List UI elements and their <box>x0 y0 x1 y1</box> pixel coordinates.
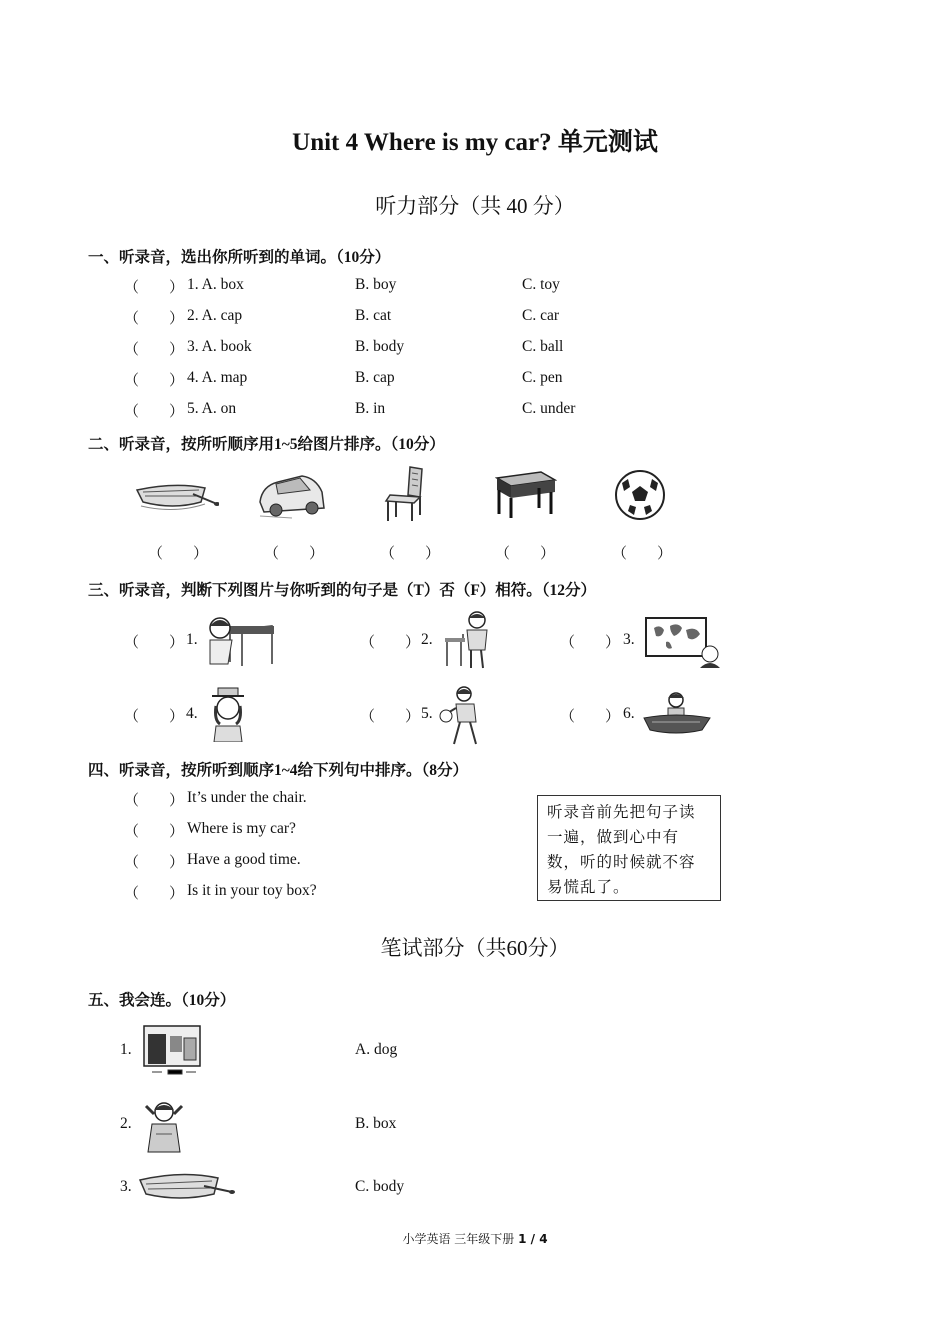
body-picture <box>140 1100 188 1154</box>
chair-picture <box>384 465 428 523</box>
answer-paren: （ ） <box>124 342 185 358</box>
answer-paren: （ ） <box>124 404 185 420</box>
answer-paren: （ ） <box>560 635 621 651</box>
q4-heading: 四、听录音，按所听到顺序1~4给下列句中排序。（8分） <box>88 762 469 779</box>
footer-subject: 小学英语 三年级下册 <box>402 1232 515 1246</box>
q1-heading: 一、听录音，选出你所听到的单词。（10分） <box>88 249 391 266</box>
q1-option-a: 5. A. on <box>187 400 237 417</box>
q1-option-b: B. boy <box>355 276 397 293</box>
q3-item-number: 1. <box>186 631 198 648</box>
answer-paren: （ ） <box>148 546 209 562</box>
q1-option-a: 3. A. book <box>187 338 252 355</box>
q1-option-b: B. cat <box>355 307 392 324</box>
answer-paren: （ ） <box>124 793 185 809</box>
answer-paren: （ ） <box>612 546 673 562</box>
q4-sentence: Where is my car? <box>187 820 296 837</box>
q3-item-number: 3. <box>623 631 635 648</box>
q1-option-a: 4. A. map <box>187 369 248 386</box>
boy-with-ball-picture <box>438 684 486 746</box>
q5-word: B. box <box>355 1115 397 1132</box>
q3-item-number: 6. <box>623 705 635 722</box>
box-picture <box>142 1024 202 1076</box>
girl-with-hat-picture <box>208 686 248 742</box>
car-picture <box>256 468 328 520</box>
q5-item-number: 1. <box>120 1041 132 1058</box>
answer-paren: （ ） <box>124 635 185 651</box>
answer-paren: （ ） <box>560 709 621 725</box>
boy-in-boat-picture <box>642 690 712 738</box>
q1-option-b: B. in <box>355 400 386 417</box>
page-title: Unit 4 Where is my car? 单元测试 <box>292 129 658 156</box>
q3-item-number: 4. <box>186 705 198 722</box>
q1-option-b: B. body <box>355 338 405 355</box>
answer-paren: （ ） <box>380 546 441 562</box>
tip-box: 听录音前先把句子读一遍，做到心中有数，听的时候就不容易慌乱了。 <box>537 795 721 901</box>
girl-at-desk-picture <box>202 612 276 668</box>
q4-sentence: It’s under the chair. <box>187 789 307 806</box>
answer-paren: （ ） <box>495 546 556 562</box>
boy-with-chair-picture <box>443 610 495 670</box>
q5-word: C. body <box>355 1178 405 1195</box>
answer-paren: （ ） <box>124 824 185 840</box>
q1-option-c: C. ball <box>522 338 564 355</box>
answer-paren: （ ） <box>124 311 185 327</box>
answer-paren: （ ） <box>124 280 185 296</box>
q3-item-number: 5. <box>421 705 433 722</box>
map-picture <box>644 614 720 670</box>
q3-heading: 三、听录音，判断下列图片与你听到的句子是（T）否（F）相符。（12分） <box>88 582 597 599</box>
ball-picture <box>614 469 666 521</box>
footer-page: 1 / 4 <box>518 1232 548 1246</box>
q1-option-a: 2. A. cap <box>187 307 243 324</box>
listening-section-title: 听力部分（共 40 分） <box>375 194 575 218</box>
desk-picture <box>495 468 557 520</box>
q4-sentence: Is it in your toy box? <box>187 882 317 899</box>
q4-sentence: Have a good time. <box>187 851 301 868</box>
q1-option-c: C. car <box>522 307 560 324</box>
writing-section-title: 笔试部分（共60分） <box>380 936 570 960</box>
q1-option-c: C. under <box>522 400 576 417</box>
answer-paren: （ ） <box>124 709 185 725</box>
answer-paren: （ ） <box>124 886 185 902</box>
answer-paren: （ ） <box>124 373 185 389</box>
q5-heading: 五、我会连。（10分） <box>88 992 236 1009</box>
q2-heading: 二、听录音，按所听顺序用1~5给图片排序。（10分） <box>88 436 445 453</box>
boat-picture <box>135 474 219 514</box>
q3-item-number: 2. <box>421 631 433 648</box>
q1-option-a: 1. A. box <box>187 276 244 293</box>
answer-paren: （ ） <box>264 546 325 562</box>
answer-paren: （ ） <box>124 855 185 871</box>
q1-option-c: C. toy <box>522 276 560 293</box>
footer <box>0 1230 950 1247</box>
q5-item-number: 2. <box>120 1115 132 1132</box>
answer-paren: （ ） <box>360 709 421 725</box>
boat-picture-2 <box>138 1166 236 1206</box>
q1-option-c: C. pen <box>522 369 563 386</box>
q5-word: A. dog <box>355 1041 398 1058</box>
answer-paren: （ ） <box>360 635 421 651</box>
q5-item-number: 3. <box>120 1178 132 1195</box>
q1-option-b: B. cap <box>355 369 395 386</box>
